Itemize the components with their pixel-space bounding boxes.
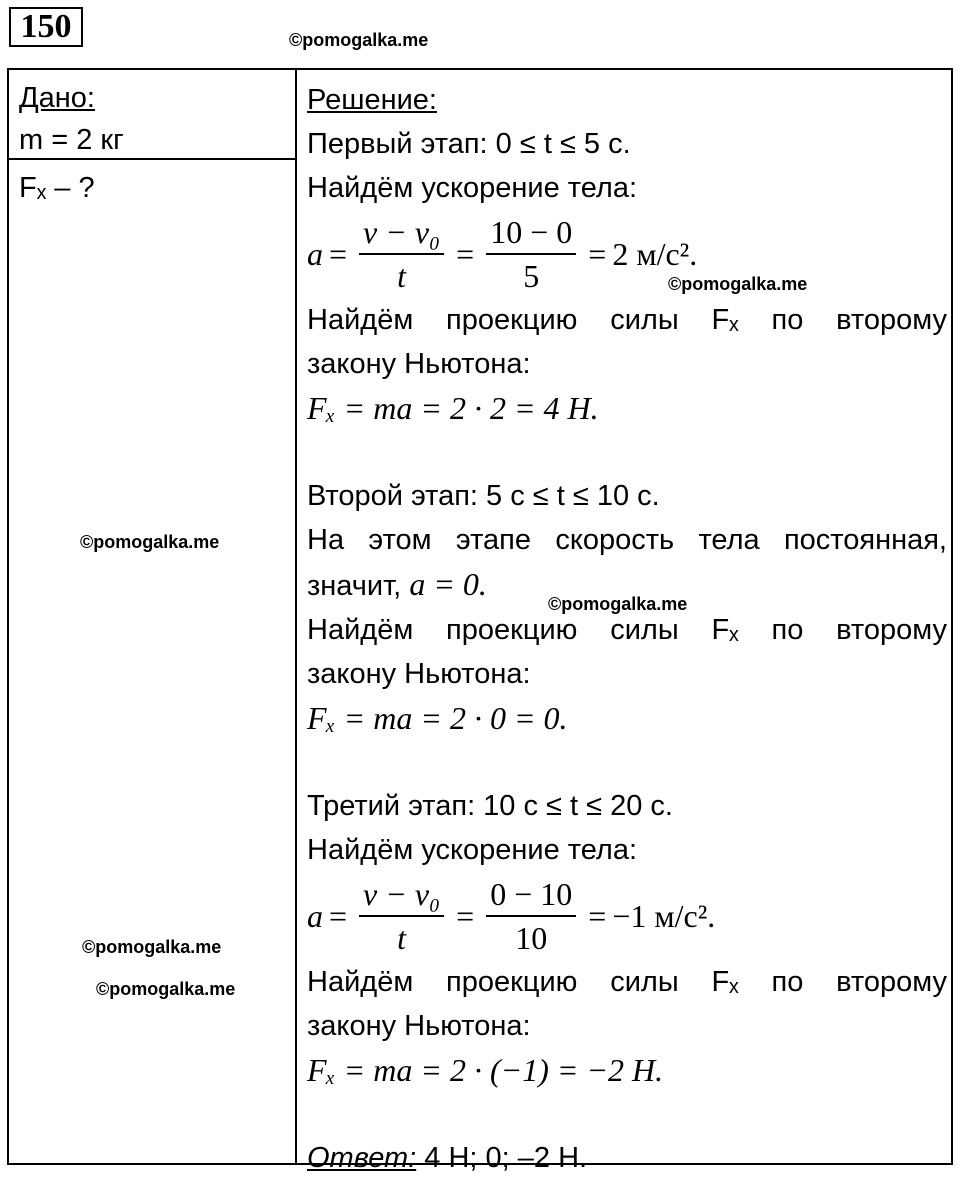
stage3-title: Третий этап: 10 с ≤ t ≤ 20 с. xyxy=(307,790,673,822)
answer-label: Ответ: xyxy=(307,1142,417,1174)
answer-value: 4 Н; 0; –2 Н. xyxy=(424,1142,588,1174)
watermark: ©pomogalka.me xyxy=(82,937,222,957)
given-mass: m = 2 кг xyxy=(19,124,124,156)
accel-formula-fraction: $\frac{\text{v − v₀}}{t}$ xyxy=(359,213,444,295)
column-divider xyxy=(295,70,297,1163)
accel-symbol: a xyxy=(307,897,323,934)
stage1-accel-equation: a = $\frac{\text{v − v₀}}{t}$ = $\frac{10 - 0}{5}$ = 2 м/с². xyxy=(307,214,698,294)
stage3-force-equation: Fₓ = ma = 2 · (−1) = −2 Н. xyxy=(307,1052,664,1088)
stage2-force-intro-2: закону Ньютона: xyxy=(307,658,531,690)
watermark: ©pomogalka.me xyxy=(96,979,236,999)
watermark: ©pomogalka.me xyxy=(80,532,220,552)
accel-formula-fraction: $\frac{\text{v − v₀}}{t}$ xyxy=(359,875,444,957)
given-find: Fₓ – ? xyxy=(19,172,95,204)
stage1-force-intro: Найдём проекцию силы Fₓ по второму xyxy=(307,304,947,336)
solution-header: Решение: xyxy=(307,84,437,116)
stage2-const-eq: a = 0. xyxy=(409,566,487,602)
given-header: Дано: xyxy=(19,82,95,114)
accel-value-fraction: $\frac{10 - 0}{5}$ xyxy=(486,213,576,295)
stage3-accel-intro: Найдём ускорение тела: xyxy=(307,834,638,866)
stage3-force-intro-2: закону Ньютона: xyxy=(307,1010,531,1042)
solution-column xyxy=(307,78,947,1180)
answer-line xyxy=(307,1136,947,1180)
problem-number: 150 xyxy=(9,7,83,47)
watermark: ©pomogalka.me xyxy=(668,274,808,294)
solution-table xyxy=(7,68,953,1174)
stage1-title: Первый этап: 0 ≤ t ≤ 5 с. xyxy=(307,128,631,160)
stage2-force-equation: Fₓ = ma = 2 · 0 = 0. xyxy=(307,700,568,736)
stage3-accel-equation: a = $\frac{\text{v − v₀}}{t}$ = $\frac{0 - 10}{10}$ = −1 м/с². xyxy=(307,876,716,956)
stage1-force-intro-2: закону Ньютона: xyxy=(307,348,531,380)
stage2-title: Второй этап: 5 с ≤ t ≤ 10 с. xyxy=(307,480,660,512)
accel-value-fraction: $\frac{0 - 10}{10}$ xyxy=(486,875,576,957)
accel-result: 2 м/с². xyxy=(612,235,698,272)
stage2-force-intro: Найдём проекцию силы Fₓ по второму xyxy=(307,614,947,646)
stage3-force-intro: Найдём проекцию силы Fₓ по второму xyxy=(307,966,947,998)
stage1-accel-intro: Найдём ускорение тела: xyxy=(307,172,638,204)
accel-result: −1 м/с². xyxy=(612,897,716,934)
watermark: ©pomogalka.me xyxy=(548,594,688,614)
stage1-force-equation: Fₓ = ma = 2 · 2 = 4 Н. xyxy=(307,390,599,426)
stage2-const-2: значит, a = 0. xyxy=(307,566,487,602)
watermark: ©pomogalka.me xyxy=(289,30,429,50)
stage2-const-1: На этом этапе скорость тела постоянная, xyxy=(307,524,947,556)
accel-symbol: a xyxy=(307,235,323,272)
